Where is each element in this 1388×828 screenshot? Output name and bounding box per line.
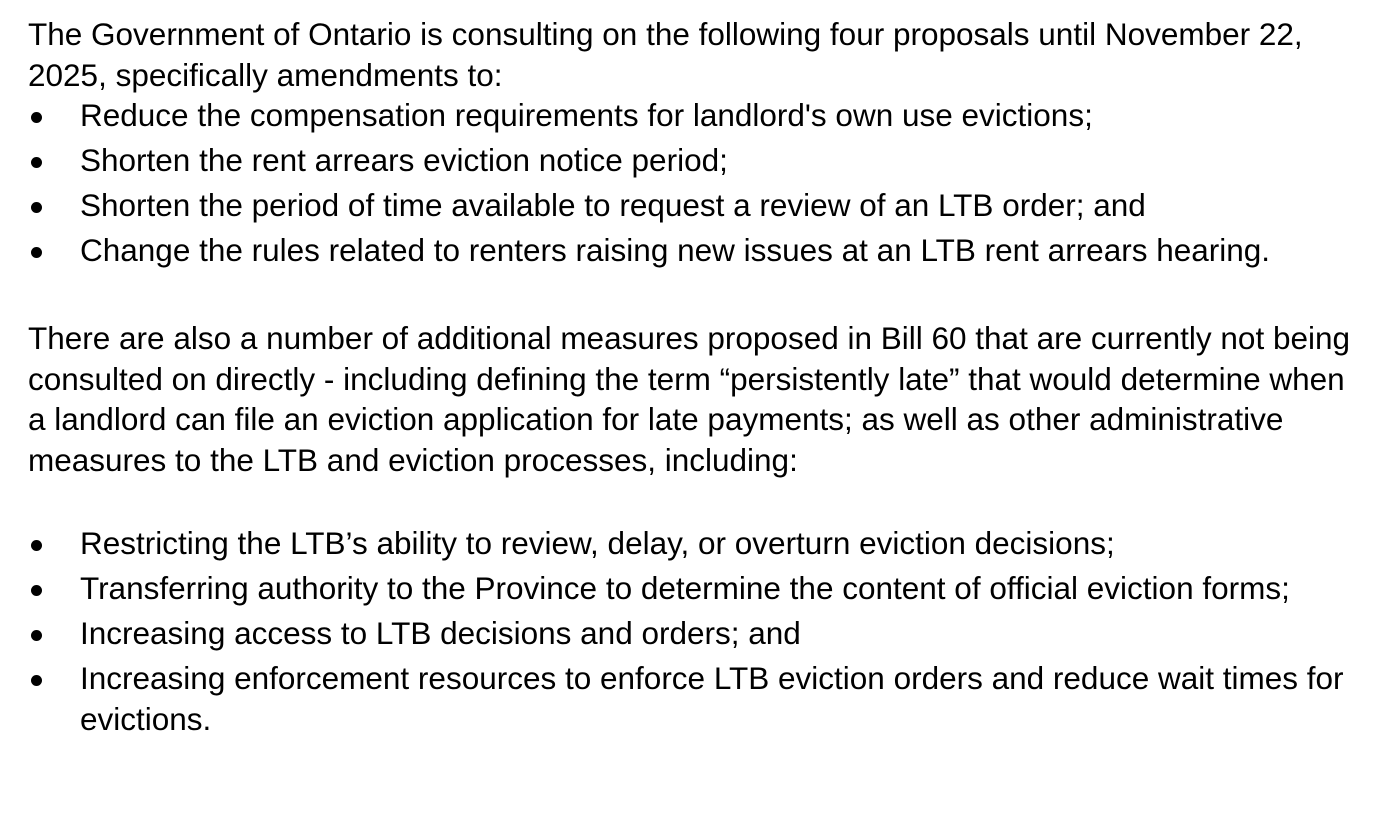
list-item-text: Change the rules related to renters raising new issues at an LTB rent arrears hearing. [80, 232, 1271, 268]
list-item [28, 568, 1368, 609]
bullet-icon [31, 230, 51, 271]
list-item-text: Shorten the period of time available to request a review of an LTB order; and [80, 187, 1146, 223]
document-body [28, 14, 1368, 744]
bullet-icon [31, 523, 51, 564]
list-item-text: Transferring authority to the Province to determine the content of official eviction forms; [80, 570, 1290, 606]
list-item [28, 658, 1368, 739]
section1-intro: The Government of Ontario is consulting on the following four proposals until November 22, 2025, specifically amendments to: [28, 16, 1303, 93]
bullet-icon [31, 95, 51, 136]
list-item-text: Shorten the rent arrears eviction notice period; [80, 142, 728, 178]
bullet-icon [31, 613, 51, 654]
section2-intro: There are also a number of additional measures proposed in Bill 60 that are currently not being consulted on directly - including defining the term “persistently late” that would determine when a landlord can file an eviction application for late payments; as well as other administrative measures to the LTB and eviction processes, including: [28, 320, 1351, 478]
list-item [28, 185, 1368, 226]
list-item-text: Increasing enforcement resources to enforce LTB eviction orders and reduce wait times for evictions. [80, 660, 1344, 737]
list-item [28, 523, 1368, 564]
list-item-text: Restricting the LTB’s ability to review, delay, or overturn eviction decisions; [80, 525, 1115, 561]
section2-bullet-list [28, 523, 1368, 739]
list-item-text: Increasing access to LTB decisions and orders; and [80, 615, 801, 651]
bullet-icon [31, 568, 51, 609]
list-item [28, 230, 1368, 271]
list-item [28, 95, 1368, 136]
list-item [28, 140, 1368, 181]
bullet-icon [31, 140, 51, 181]
bullet-icon [31, 185, 51, 226]
bullet-icon [31, 658, 51, 699]
paragraph-spacer [28, 480, 1368, 523]
list-item-text: Reduce the compensation requirements for landlord's own use evictions; [80, 97, 1093, 133]
section1-bullet-list [28, 95, 1368, 271]
list-item [28, 613, 1368, 654]
paragraph-spacer [28, 275, 1368, 318]
